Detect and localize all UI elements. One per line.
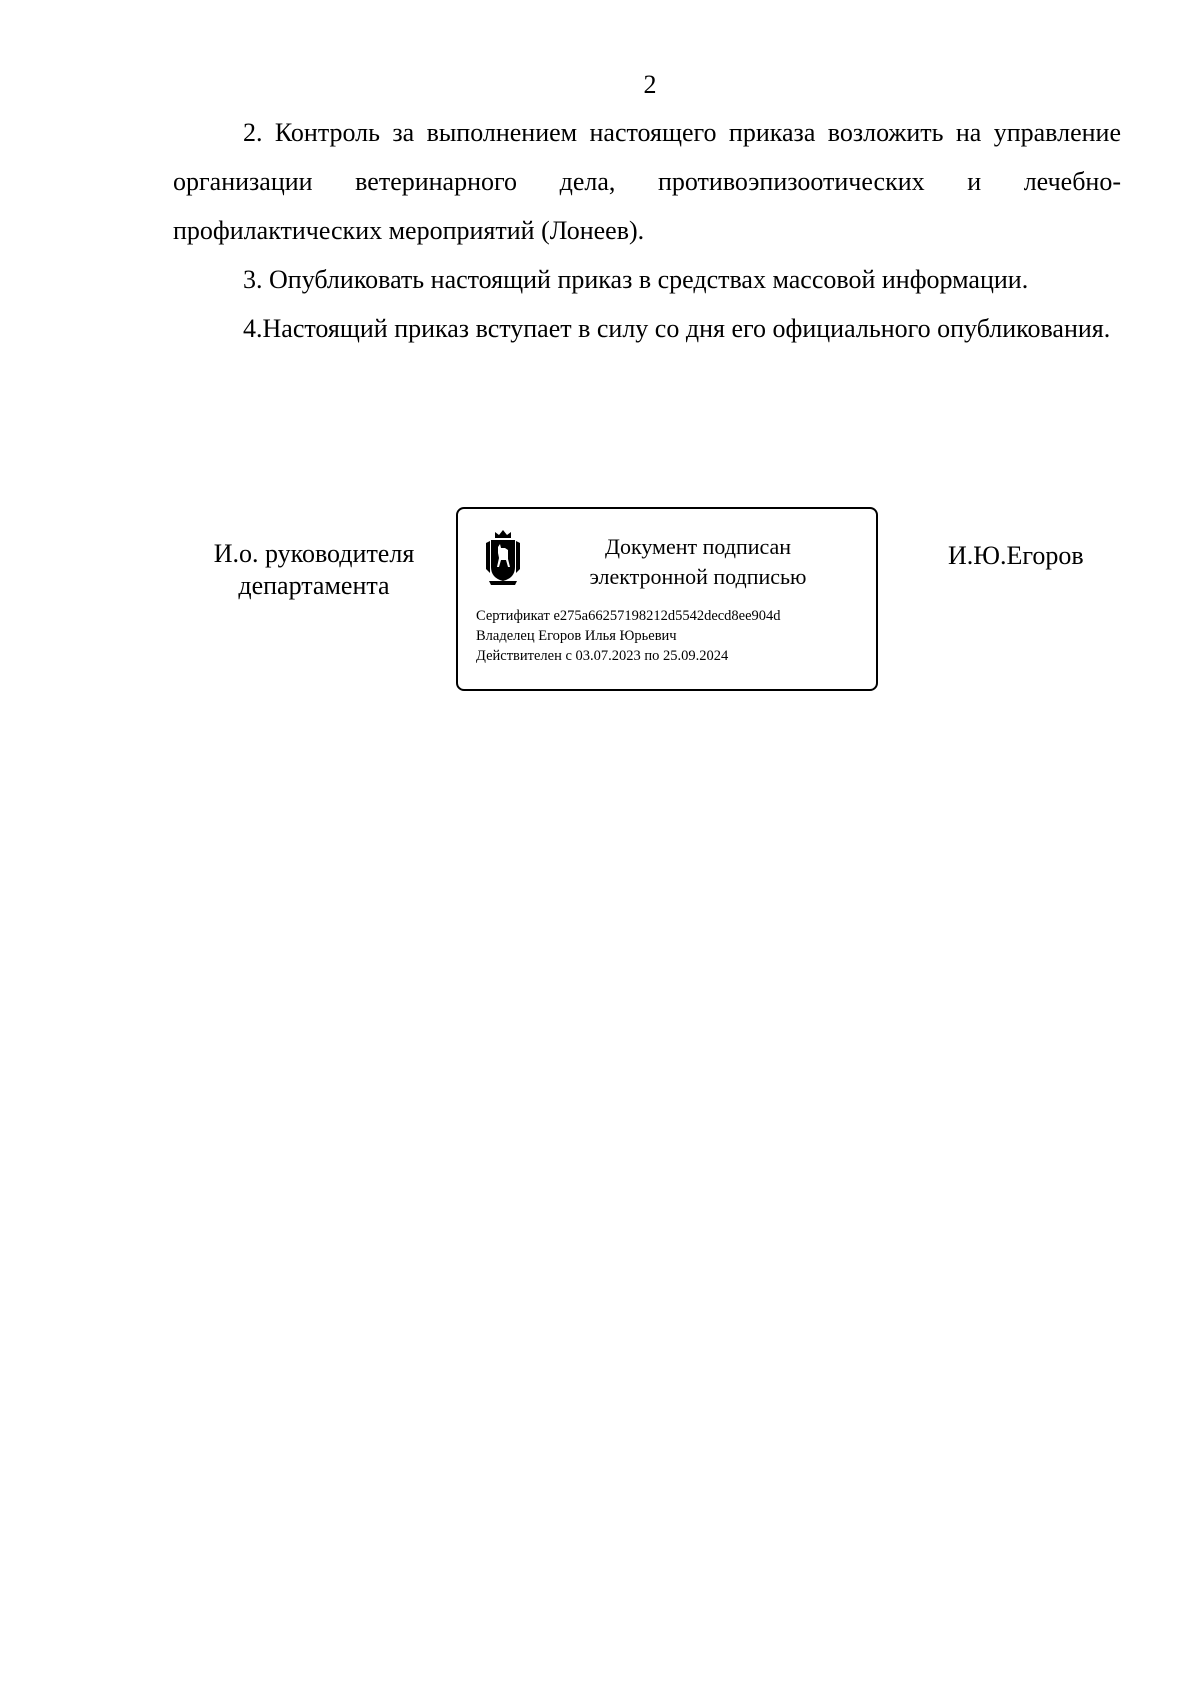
order-body <box>173 108 1121 353</box>
stamp-title-line1: Документ подписан <box>604 534 792 559</box>
stamp-title <box>538 532 858 592</box>
paragraph-effective-date: 4.Настоящий приказ вступает в силу со дня его официального опубликования. <box>243 314 1111 343</box>
stamp-title-line2: электронной подписью <box>589 564 807 589</box>
stamp-certificate: Сертификат e275a66257198212d5542decd8ee904d <box>476 608 781 624</box>
signer-position-line1: И.о. руководителя <box>213 539 415 568</box>
paragraph-publish: 3. Опубликовать настоящий приказ в средствах массовой информации. <box>243 265 1029 294</box>
stamp-owner: Владелец Егоров Илья Юрьевич <box>476 628 677 644</box>
stamp-details <box>476 606 781 666</box>
signer-position-line2: департамента <box>238 571 390 600</box>
coat-of-arms-icon <box>481 529 525 587</box>
signer-name: И.Ю.Егоров <box>948 541 1084 570</box>
paragraph-control: 2. Контроль за выполнением настоящего приказа возложить на управление организации ветеринарного дела, противоэпизоотических и лечебно-профилактических мероприятий (Лонеев). <box>173 118 1121 245</box>
signer-position <box>196 538 432 602</box>
electronic-signature-stamp <box>456 507 878 691</box>
page-number: 2 <box>643 70 657 99</box>
stamp-validity: Действителен с 03.07.2023 по 25.09.2024 <box>476 648 729 664</box>
